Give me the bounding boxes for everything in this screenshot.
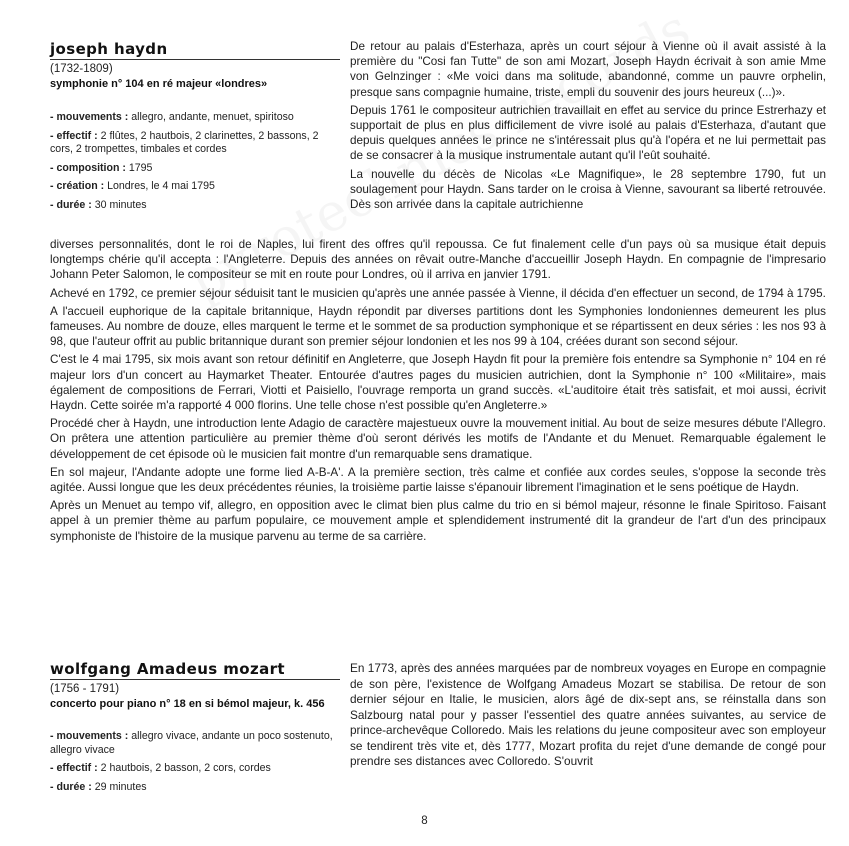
composer-dates: (1732-1809): [50, 63, 113, 75]
haydn-header: [50, 40, 340, 217]
paragraph: diverses personnalités, dont le roi de Naples, lui firent des offres qu'il repoussa. Ce fut finalement celle d'un pays où sa musique était depuis longtemps chérie qu'il accepta : l'Angleterre. Depuis des années on rêvait outre-Manche d'accueillir Joseph Haydn. En compagnie de l'impresario Johann Peter Salomon, le compositeur se mit en route pour Londres, où il arriva en janvier 1791.: [50, 238, 826, 282]
paragraph: A l'accueil euphorique de la capitale britannique, Haydn répondit par diverses partitions dont les Symphonies londoniennes demeurent les plus fameuses. Au nombre de douze, elles marquent le terme et le sommet de sa production symphonique et se répartissent en deux séries : les nos 93 à 98, que l'auteur offrit au public britannique durant son premier séjour londonien et les nos 99 à 104, créées durant son second séjour.: [50, 304, 826, 349]
fact-movements: - mouvements : allegro vivace, andante un poco sostenuto, allegro vivace: [50, 730, 333, 756]
composer-dates: (1756 - 1791): [50, 683, 120, 695]
mozart-header: [50, 660, 340, 799]
fact-duration: - durée : 29 minutes: [50, 780, 147, 793]
fact-premiere: - création : Londres, le 4 mai 1795: [50, 180, 215, 192]
fact-duration: - durée : 30 minutes: [50, 198, 147, 211]
composer-rule: [50, 679, 340, 680]
haydn-column-text: [350, 39, 826, 215]
work-facts: [50, 730, 340, 794]
paragraph: C'est le 4 mai 1795, six mois avant son retour définitif en Angleterre, que Joseph Haydn fit pour la première fois entendre sa Symphonie n° 104 en ré majeur lors d'un concert au Haymarket Theater. Entourée d'autres pages du musicien autrichien, dont la Symphonie n° 100 «Militaire», mais également de compositions de Ferrari, Viotti et Paisiello, l'ouvrage remporta un grand succès. «L'auditoire était très satisfait, et moi aussi, écrivit Haydn. Cette soirée m'a rapporté 4 000 florins. Une telle chose n'est possible qu'en Angleterre.»: [50, 353, 826, 413]
composer-name: joseph haydn: [50, 40, 168, 58]
page-number: 8: [421, 815, 428, 827]
paragraph: En 1773, après des années marquées par de nombreux voyages en Europe en compagnie de son père, l'existence de Wolfgang Amadeus Mozart se stabilisa. De retour de son dernier séjour en Italie, le musicien, alors âgé de dix-sept ans, se réinstalla dans son Salzbourg natal pour y passer l'essentiel des quatre années suivantes, au service de prince-archevêque Colloredo. Mais les relations du jeune compositeur avec son employeur se tendirent très vite et, dès 1777, Mozart profita du rejet d'une demande de congé pour prendre ses distances avec Colloredo. S'ouvrit: [350, 661, 826, 768]
paragraph: De retour au palais d'Esterhaza, après un court séjour à Vienne où il avait assisté à la première du "Cosi fan Tutte" de son ami Mozart, Joseph Haydn écrivait à son amie Mme von Gelnzinger : «Me voici dans ma solitude, abandonné, comme un pauvre orphelin, presque sans compagnie humaine, triste, empli du souvenir des jours heureux (...)».: [350, 40, 826, 99]
paragraph: La nouvelle du décès de Nicolas «Le Magnifique», le 28 septembre 1790, fut un soulagement pour Haydn. Sans tarder on le croisa à Vienne, savourant sa liberté retrouvée. Dès son arrivée dans la capitale autrichienne: [350, 167, 826, 212]
composer-rule: [50, 59, 340, 60]
work-title: symphonie n° 104 en ré majeur «londres»: [50, 78, 268, 90]
fact-instrumentation: - effectif : 2 flûtes, 2 hautbois, 2 clarinettes, 2 bassons, 2 cors, 2 trompettes, timbales et cordes: [50, 129, 319, 155]
paragraph: Après un Menuet au tempo vif, allegro, en opposition avec le climat bien plus calme du trio en si bémol majeur, résonne le finale Spiritoso. Faisant appel à un premier thème au parfum populaire, ce mouvement ample et splendidement instrumenté dit la grandeur de l'art d'un des principaux symphoniste de l'histoire de la musique parvenu au terme de sa carrière.: [50, 499, 826, 543]
haydn-body-text: [50, 237, 826, 547]
paragraph: Achevé en 1792, ce premier séjour séduisit tant le musicien qu'après une année passée à Vienne, il décida d'en effectuer un second, de 1794 à 1795.: [50, 286, 826, 300]
fact-movements: - mouvements : allegro, andante, menuet, spiritoso: [50, 111, 294, 123]
fact-composition: - composition : 1795: [50, 161, 153, 174]
fact-instrumentation: - effectif : 2 hautbois, 2 basson, 2 cors, cordes: [50, 762, 271, 774]
paragraph: Depuis 1761 le compositeur autrichien travaillait en effet au service du prince Estrerhazy et supportait de plus en plus difficilement de vivre isolé au palais d'Esterhaza, d'autant que depuis quelques années le prince ne s'intéressait plus qu'à l'opéra et ne lui permettait pas de se consacrer à la musique instrumentale autant qu'il l'eût souhaité.: [350, 103, 826, 163]
work-title: concerto pour piano n° 18 en si bémol majeur, k. 456: [50, 698, 325, 710]
paragraph: En sol majeur, l'Andante adopte une forme lied A-B-A'. A la première section, très calme et confiée aux cordes seules, s'oppose la seconde très agitée. Aussi longue que les deux précédentes réunies, la troisième partie laisse s'épanouir librement l'imagination et le sens poétique de Haydn.: [50, 465, 826, 495]
work-facts: [50, 111, 340, 212]
composer-name: wolfgang Amadeus mozart: [50, 660, 285, 678]
paragraph: Procédé cher à Haydn, une introduction lente Adagio de caractère majestueux ouvre la mouvement initial. Au bout de seize mesures débute l'Allegro. On prêtera une attention particulière au premier thème d'où seront dérivés les motifs de l'Andante et du Menuet. Remarquable également le développement de cet épisode où le musicien fait montre d'un remarquable sens dramatique.: [50, 417, 826, 461]
mozart-column-text: [350, 661, 826, 773]
